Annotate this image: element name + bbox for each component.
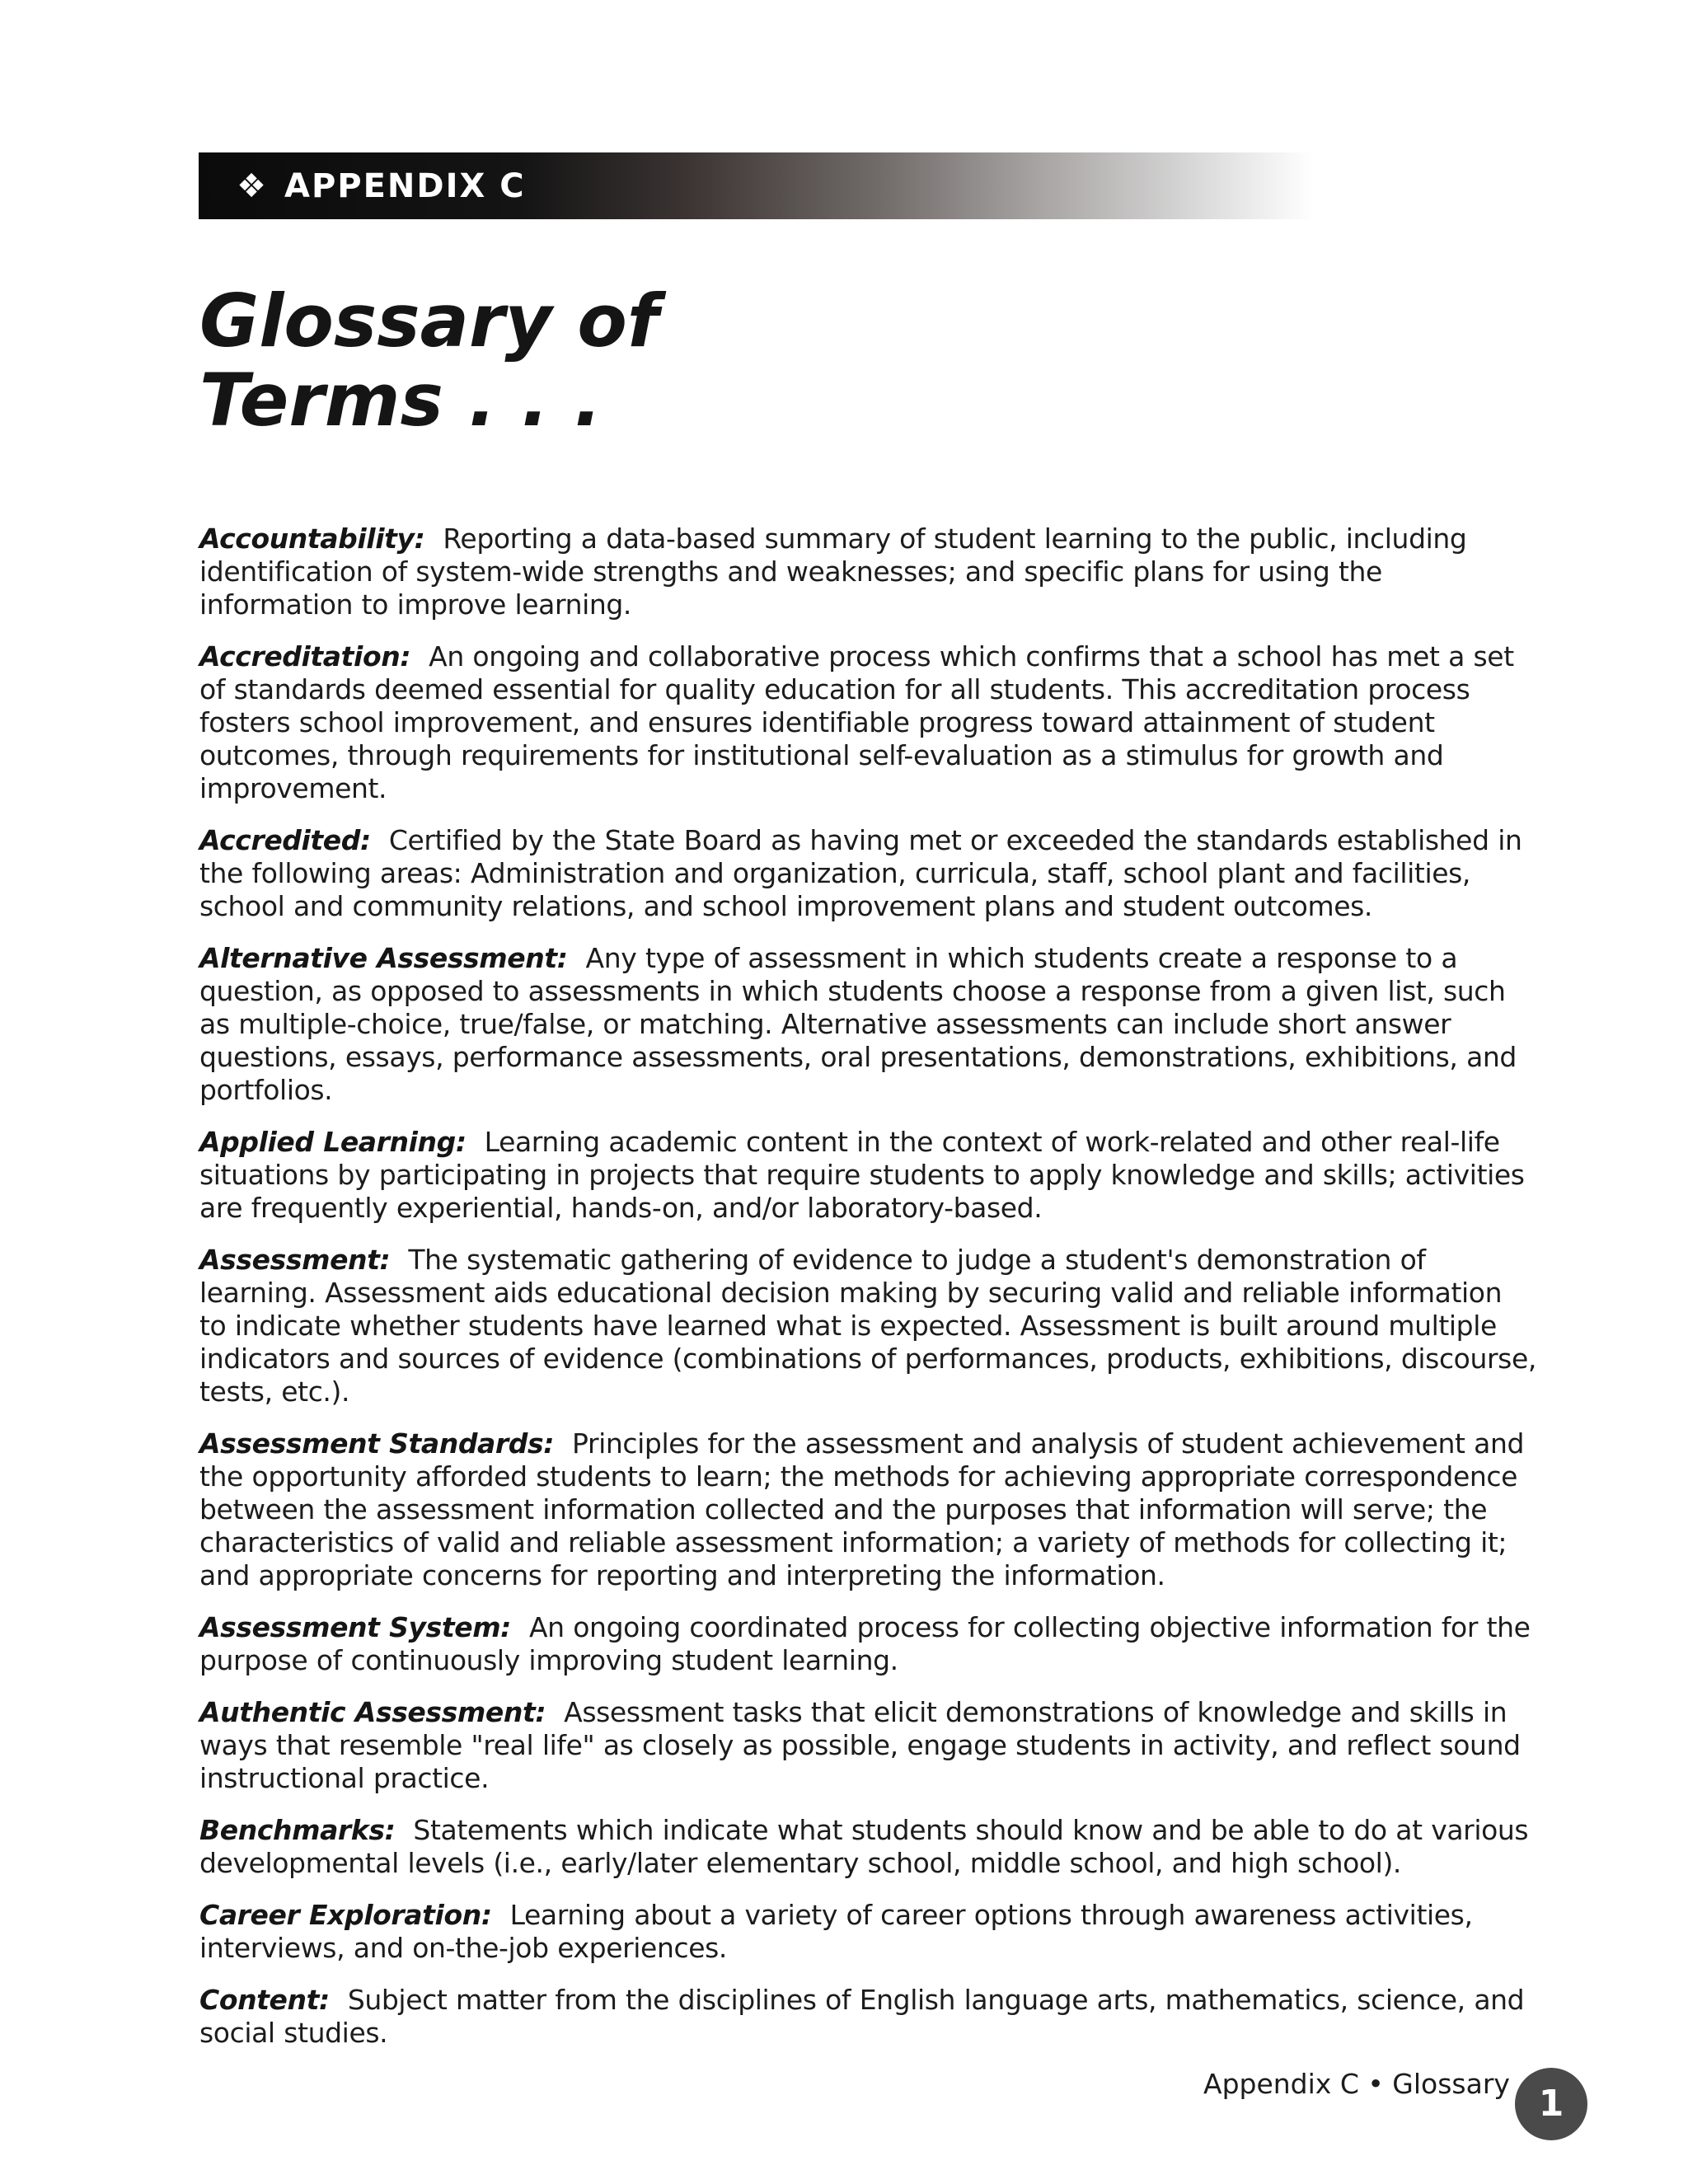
glossary-term: Assessment System: [199,1611,511,1643]
diamond-fleuron-icon: ❖ [237,166,266,205]
glossary-term: Authentic Assessment: [199,1696,546,1728]
glossary-term: Applied Learning: [199,1126,467,1158]
glossary-entry [199,1126,1536,1225]
glossary-term: Alternative Assessment: [199,942,568,974]
glossary-definition: Subject matter from the disciplines of English language arts, mathematics, science, and social studies. [199,1984,1525,2049]
glossary-entry [199,824,1536,923]
glossary-term: Accredited: [199,824,371,856]
page-title-line-1: Glossary of [199,279,659,363]
glossary-term: Assessment Standards: [199,1427,555,1460]
glossary-definition: The systematic gathering of evidence to judge a student's demonstration of learning. Assessment aids educational decision making by securing valid and reliable information to indicate whether students have learned what is expected. Assessment is built around multiple indicators and sources of evidence (combinations of performances, products, exhibitions, discourse, tests, etc.). [199,1244,1536,1408]
appendix-header-bar [199,152,1542,219]
glossary-term: Accountability: [199,523,425,555]
page-number-badge: 1 [1515,2068,1587,2140]
glossary-entry [199,1696,1536,1795]
glossary-entry [199,523,1536,621]
glossary-entry [199,640,1536,805]
glossary-definition: Certified by the State Board as having met or exceeded the standards established in the following areas: Administration and organization, curricula, staff, school plant and facilities, school and community relations, and school improvement plans and student outcomes. [199,824,1522,922]
glossary-entry [199,1611,1536,1677]
glossary-definition: Principles for the assessment and analysis of student achievement and the opportunity afforded students to learn; the methods for achieving appropriate correspondence between the assessment information collected and the purposes that information will serve; the characteristics of valid and reliable assessment information; a variety of methods for collecting it; and appropriate concerns for reporting and interpreting the information. [199,1427,1525,1591]
glossary-entry [199,1427,1536,1592]
glossary-term: Career Exploration: [199,1899,492,1931]
glossary-entry [199,1899,1536,1965]
glossary-term: Content: [199,1984,330,2016]
glossary-entry [199,1814,1536,1880]
glossary-definition: Statements which indicate what students should know and be able to do at various developmental levels (i.e., early/later elementary school, middle school, and high school). [199,1814,1529,1879]
glossary-term: Benchmarks: [199,1814,396,1846]
page-title [199,279,659,443]
running-footer: Appendix C • Glossary [1203,2068,1510,2100]
glossary-term: Assessment: [199,1244,391,1276]
glossary-entry [199,1984,1536,2050]
glossary-definition: Assessment tasks that elicit demonstrations of knowledge and skills in ways that resemble "real life" as closely as possible, engage students in activity, and reflect sound instructional practice. [199,1696,1521,1794]
glossary-definition: An ongoing and collaborative process which confirms that a school has met a set of standards deemed essential for quality education for all students. This accreditation process fosters school improvement, and ensures identifiable progress toward attainment of student outcomes, through requirements for institutional self-evaluation as a stimulus for growth and improvement. [199,640,1514,804]
glossary-term: Accreditation: [199,640,411,673]
glossary-entry [199,1244,1536,1408]
glossary-entry [199,942,1536,1107]
glossary-definition: Learning about a variety of career options through awareness activities, interviews, and on-the-job experiences. [199,1899,1473,1964]
glossary-definition: Learning academic content in the context of work-related and other real-life situations by participating in projects that require students to apply knowledge and skills; activities are frequently experiential, hands-on, and/or laboratory-based. [199,1126,1525,1224]
appendix-label: APPENDIX C [284,166,526,205]
glossary-definition: Reporting a data-based summary of student learning to the public, including identification of system-wide strengths and weaknesses; and specific plans for using the information to improve learning. [199,523,1467,621]
glossary-list [199,523,1536,2069]
glossary-definition: Any type of assessment in which students create a response to a question, as opposed to assessments in which students choose a response from a given list, such as multiple-choice, true/false, or matching. Alternative assessments can include short answer questions, essays, performance assessments, oral presentations, demonstrations, exhibitions, and portfolios. [199,942,1517,1106]
page-title-line-2: Terms . . . [199,358,603,443]
glossary-definition: An ongoing coordinated process for collecting objective information for the purpose of continuously improving student learning. [199,1611,1531,1676]
